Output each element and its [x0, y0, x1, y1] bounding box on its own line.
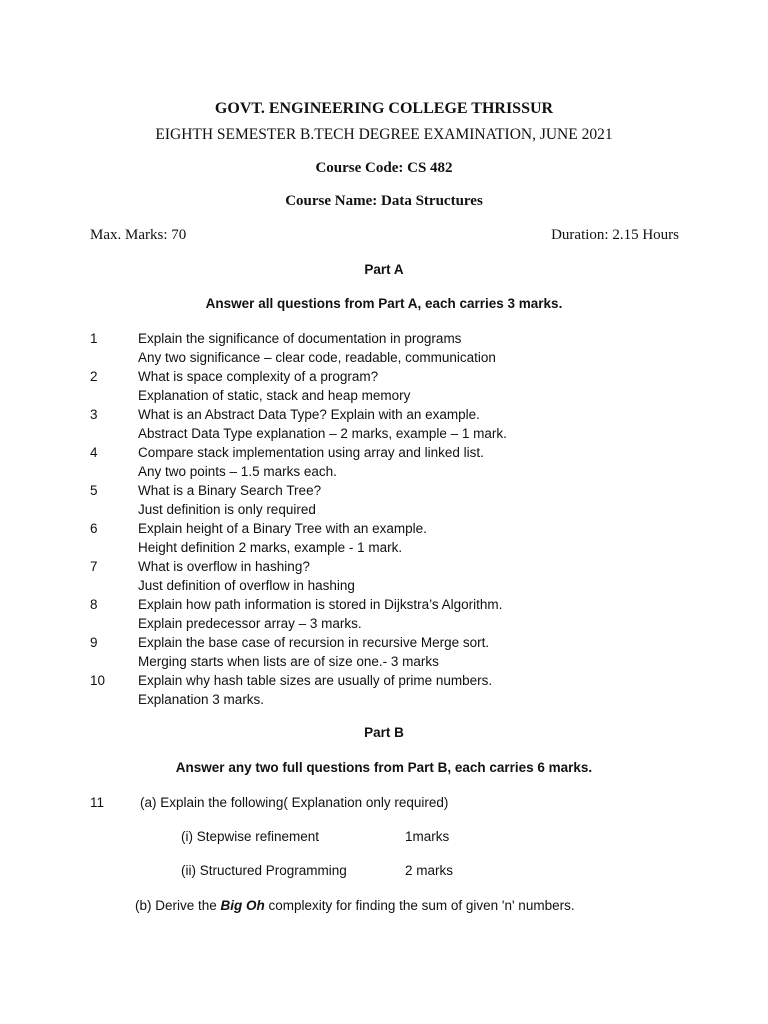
question-text: Explain height of a Binary Tree with an example.: [138, 521, 427, 536]
answer-key-text: Explanation of static, stack and heap memory: [138, 388, 411, 403]
question-row: [0, 483, 768, 502]
question-text: What is a Binary Search Tree?: [138, 483, 322, 498]
answer-row: [0, 502, 768, 521]
answer-row: [0, 426, 768, 445]
question-text: Explain the significance of documentation in programs: [138, 331, 462, 346]
q11b-suffix: complexity for finding the sum of given 'n' numbers.: [264, 898, 575, 913]
part-a-title: Part A: [364, 262, 404, 277]
question-number: 1: [90, 331, 98, 346]
q11-item-label: (ii) Structured Programming: [181, 863, 347, 878]
question-row: [0, 597, 768, 616]
answer-key-text: Just definition of overflow in hashing: [138, 578, 355, 593]
question-row: [0, 635, 768, 654]
question-row: [0, 673, 768, 692]
answer-key-text: Height definition 2 marks, example - 1 mark.: [138, 540, 403, 555]
answer-row: [0, 540, 768, 559]
q11-item-marks: 1marks: [405, 829, 450, 844]
answer-row: [0, 654, 768, 673]
part-b-title: Part B: [364, 725, 404, 740]
question-11a-text: (a) Explain the following( Explanation only required): [140, 795, 449, 810]
question-number: 4: [90, 445, 98, 460]
question-number: 8: [90, 597, 98, 612]
college-name: GOVT. ENGINEERING COLLEGE THRISSUR: [214, 100, 554, 117]
max-marks: Max. Marks: 70: [90, 227, 187, 243]
question-number: 2: [90, 369, 98, 384]
question-row: [0, 521, 768, 540]
answer-row: [0, 464, 768, 483]
question-row: [0, 445, 768, 464]
q11b-prefix: (b) Derive the: [135, 898, 221, 913]
question-number: 11: [90, 795, 105, 810]
course-code: Course Code: CS 482: [315, 160, 453, 176]
answer-key-text: Merging starts when lists are of size one.- 3 marks: [138, 654, 439, 669]
answer-row: [0, 616, 768, 635]
answer-key-text: Any two significance – clear code, readable, communication: [138, 350, 496, 365]
question-number: 10: [90, 673, 106, 688]
answer-key-text: Just definition is only required: [138, 502, 316, 517]
question-number: 9: [90, 635, 98, 650]
question-text: Explain the base case of recursion in recursive Merge sort.: [138, 635, 490, 650]
question-text: What is space complexity of a program?: [138, 369, 379, 384]
question-11b-text: [135, 898, 575, 913]
answer-key-text: Explanation 3 marks.: [138, 692, 265, 707]
answer-row: [0, 350, 768, 369]
q11-item-label: (i) Stepwise refinement: [181, 829, 320, 844]
question-number: 6: [90, 521, 98, 536]
question-text: What is overflow in hashing?: [138, 559, 310, 574]
question-text: What is an Abstract Data Type? Explain with an example.: [138, 407, 480, 422]
duration: Duration: 2.15 Hours: [551, 227, 679, 243]
part-a-instruction: Answer all questions from Part A, each carries 3 marks.: [205, 296, 563, 311]
question-row: [0, 331, 768, 350]
question-row: [0, 369, 768, 388]
question-number: 7: [90, 559, 98, 574]
exam-title: EIGHTH SEMESTER B.TECH DEGREE EXAMINATION, JUNE 2021: [155, 126, 613, 143]
question-text: Explain why hash table sizes are usually of prime numbers.: [138, 673, 493, 688]
question-number: 5: [90, 483, 98, 498]
question-row: [0, 407, 768, 426]
answer-row: [0, 578, 768, 597]
answer-key-text: Abstract Data Type explanation – 2 marks, example – 1 mark.: [138, 426, 507, 441]
answer-key-text: Any two points – 1.5 marks each.: [138, 464, 337, 479]
q11-item-marks: 2 marks: [405, 863, 454, 878]
question-text: Explain how path information is stored in Dijkstra’s Algorithm.: [138, 597, 503, 612]
answer-key-text: Explain predecessor array – 3 marks.: [138, 616, 362, 631]
part-b-instruction: Answer any two full questions from Part B, each carries 6 marks.: [175, 760, 593, 775]
question-text: Compare stack implementation using array and linked list.: [138, 445, 484, 460]
answer-row: [0, 692, 768, 711]
question-row: [0, 559, 768, 578]
course-name: Course Name: Data Structures: [285, 193, 483, 209]
question-number: 3: [90, 407, 98, 422]
q11b-emphasis: Big Oh: [220, 898, 265, 913]
answer-row: [0, 388, 768, 407]
